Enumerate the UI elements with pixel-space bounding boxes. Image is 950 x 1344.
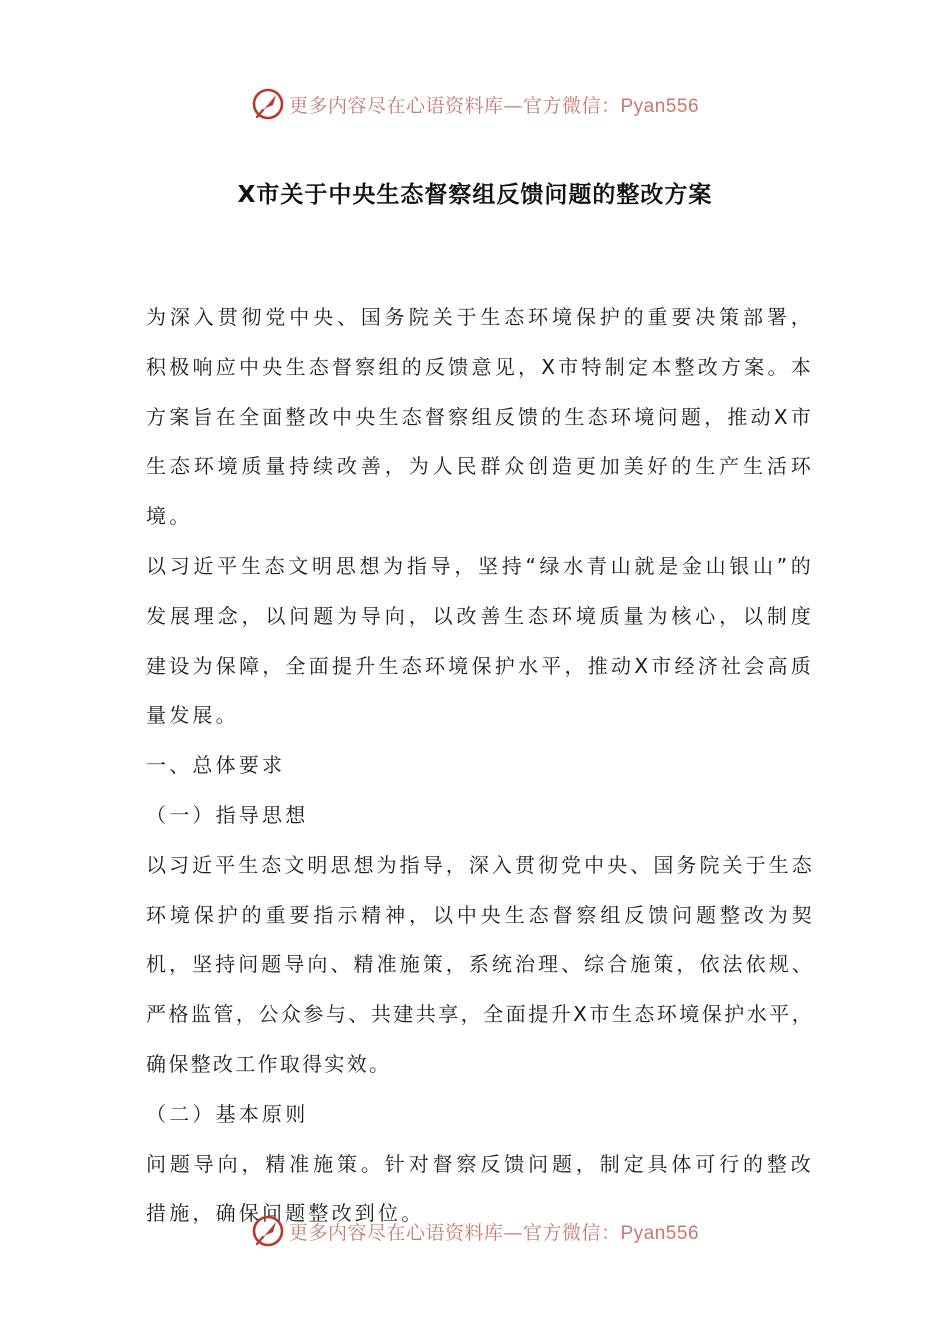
document-title: X市关于中央生态督察组反馈问题的整改方案: [237, 182, 713, 208]
quill-logo-icon: [251, 1214, 285, 1248]
subsection-heading: （一）指导思想: [146, 802, 309, 827]
guiding-thought-paragraph: 以习近平生态文明思想为指导，深入贯彻党中央、国务院关于生态环境保护的重要指示精神，以中央生态督察组反馈问题整改为契机，坚持问题导向、精准施策，系统治理、综合施策，依法依规、严格监管，公众参与、共建共享，全面提升X市生态环境保护水平，确保整改工作取得实效。: [146, 852, 814, 1076]
wechat-id: Pyan556: [620, 95, 700, 117]
wechat-id: Pyan556: [620, 1222, 700, 1244]
banner-label: 更多内容尽在心语资料库—官方微信：: [288, 94, 621, 117]
header-watermark-banner: [0, 82, 950, 126]
intro-paragraph: 为深入贯彻党中央、国务院关于生态环境保护的重要决策部署，积极响应中央生态督察组的反馈意见，X市特制定本整改方案。本方案旨在全面整改中央生态督察组反馈的生态环境问题，推动X市生态环境质量持续改善，为人民群众创造更加美好的生产生活环境。: [146, 305, 814, 529]
section-heading: 一、总体要求: [146, 753, 286, 778]
document-body: [146, 293, 814, 1239]
banner-text: [289, 91, 699, 118]
subsection-heading: （二）基本原则: [146, 1101, 309, 1126]
banner-label: 更多内容尽在心语资料库—官方微信：: [288, 1221, 621, 1244]
footer-watermark-banner: [0, 1209, 950, 1253]
principle-paragraph: 问题导向，精准施策。针对督察反馈问题，制定具体可行的整改措施，确保问题整改到位。: [146, 1151, 814, 1226]
banner-text: [289, 1218, 699, 1245]
guiding-paragraph: 以习近平生态文明思想为指导，坚持“绿水青山就是金山银山”的发展理念，以问题为导向，以改善生态环境质量为核心，以制度建设为保障，全面提升生态环境保护水平，推动X市经济社会高质量发展。: [146, 553, 814, 728]
quill-logo-icon: [251, 87, 285, 121]
